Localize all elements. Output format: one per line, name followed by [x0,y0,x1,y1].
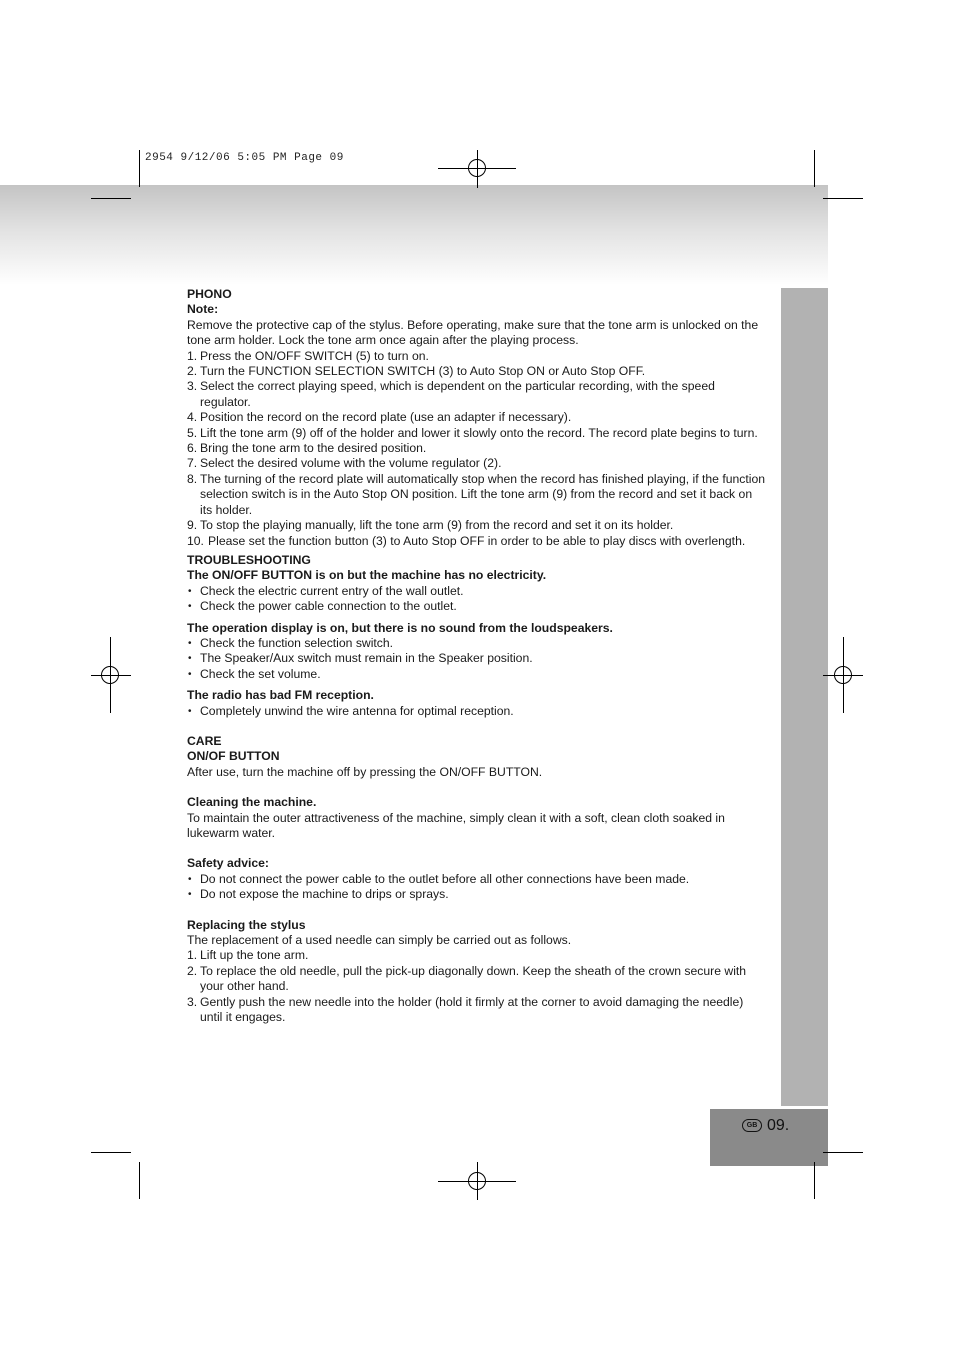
trouble-heading: The radio has bad FM reception. [187,688,374,703]
language-badge-icon: GB [742,1119,762,1132]
crop-mark [823,1152,863,1153]
stylus-steps [187,948,767,1025]
registration-target-icon [468,159,486,177]
list-item: 9. To stop the playing manually, lift the tone arm (9) from the record and set it on its holder. [187,518,674,533]
list-item: 2. Turn the FUNCTION SELECTION SWITCH (3) to Auto Stop ON or Auto Stop OFF. [187,364,646,379]
list-item: 7. Select the desired volume with the volume regulator (2). [187,456,502,471]
list-item: • Check the set volume. [188,666,321,681]
cleaning-text: To maintain the outer attractiveness of the machine, simply clean it with a soft, clean cloth soaked in lukewarm water. [187,810,725,840]
list-item: • The Speaker/Aux switch must remain in the Speaker position. [188,651,533,666]
crop-mark [91,1152,131,1153]
list-item: • Check the power cable connection to the outlet. [188,599,457,614]
trouble-heading: The ON/OFF BUTTON is on but the machine has no electricity. [187,568,547,583]
trouble-list [187,636,767,682]
cleaning-heading: Cleaning the machine. [187,795,317,810]
list-item: 1. Lift up the tone arm. [187,948,309,963]
list-item: 3. Select the correct playing speed, which is dependent on the particular recording, with the speed regulator. [187,379,715,409]
note-text: Remove the protective cap of the stylus. Before operating, make sure that the tone arm is unlocked on the tone arm holder. Lock the tone arm once again after the playing process. [187,317,759,348]
registration-target-icon [101,666,119,684]
safety-list [187,872,767,903]
list-item: 6. Bring the tone arm to the desired position. [187,441,427,456]
registration-target-icon [834,666,852,684]
list-item: • Do not connect the power cable to the outlet before all other connections have been made. [188,871,690,886]
onoff-text: After use, turn the machine off by pressing the ON/OFF BUTTON. [187,764,543,779]
list-item: • Check the function selection switch. [188,635,394,650]
section-title-troubleshooting: TROUBLESHOOTING [187,552,311,567]
list-item: • Do not expose the machine to drips or sprays. [188,887,449,902]
header-gradient-band [0,185,828,285]
list-item: 10. Please set the function button (3) to Auto Stop OFF in order to be able to play discs with overlength. [187,533,746,548]
list-item: 3. Gently push the new needle into the holder (hold it firmly at the corner to avoid damaging the needle) until it engages. [187,994,744,1025]
section-title-care: CARE [187,733,222,748]
crop-mark [139,150,140,187]
trouble-heading: The operation display is on, but there is no sound from the loudspeakers. [187,620,613,635]
safety-heading: Safety advice: [187,856,269,871]
page-number: 09. [767,1117,790,1134]
list-item: 8. The turning of the record plate will automatically stop when the record has finished playing, if the function selection switch is in the Auto Stop ON position. Lift the tone arm (9) from the record and set it back on its holder. [187,471,766,517]
crop-mark [823,198,863,199]
list-item: • Check the electric current entry of the wall outlet. [188,583,464,598]
registration-target-icon [468,1172,486,1190]
trouble-list [187,704,767,719]
main-content [187,287,767,1025]
crop-mark [91,198,131,199]
print-slug: 2954 9/12/06 5:05 PM Page 09 [145,152,344,164]
crop-mark [814,150,815,187]
crop-mark [139,1162,140,1199]
list-item: • Completely unwind the wire antenna for optimal reception. [188,703,514,718]
trouble-list [187,584,767,615]
onoff-heading: ON/OF BUTTON [187,749,280,764]
list-item: 1. Press the ON/OFF SWITCH (5) to turn on. [187,348,429,363]
stylus-intro: The replacement of a used needle can simply be carried out as follows. [187,933,572,948]
list-item: 2. To replace the old needle, pull the pick-up diagonally down. Keep the sheath of the crown secure with your other hand. [187,963,747,994]
section-title-phono: PHONO [187,287,232,301]
stylus-heading: Replacing the stylus [187,917,306,932]
crop-mark [814,1162,815,1199]
side-tab-bar [781,288,828,1106]
list-item: 4. Position the record on the record plate (use an adapter if necessary). [187,410,572,425]
list-item: 5. Lift the tone arm (9) off of the holder and lower it slowly onto the record. The record plate begins to turn. [187,425,758,440]
phono-steps [187,349,767,549]
note-label: Note: [187,302,219,317]
